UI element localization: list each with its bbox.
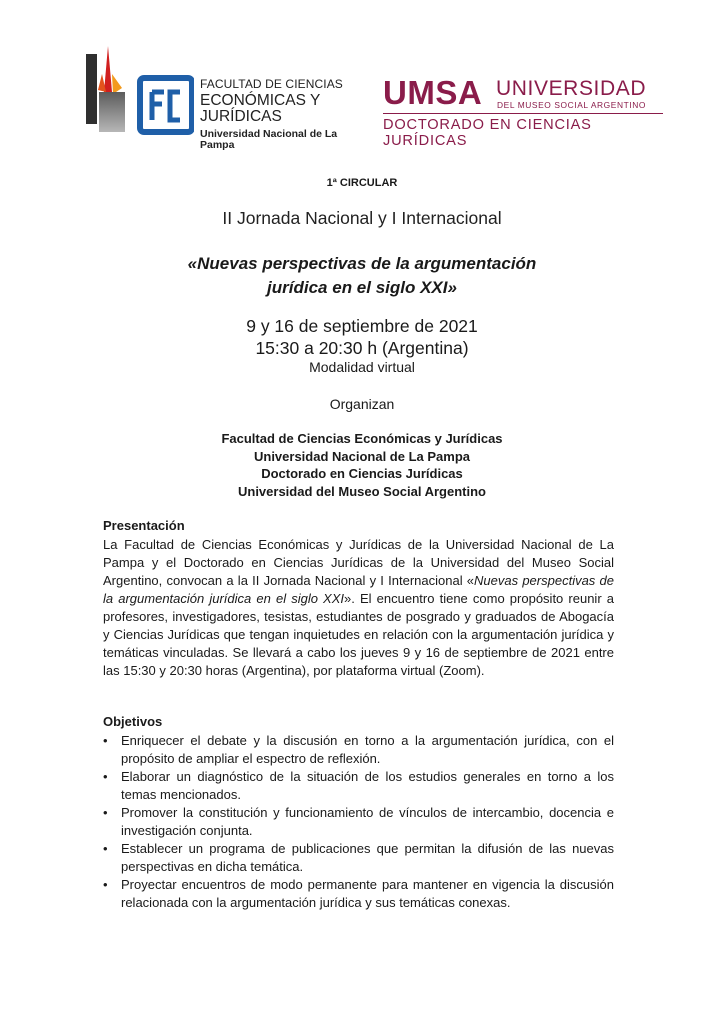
- circular-label: 1ª CIRCULAR: [326, 177, 398, 189]
- organizers-label: Organizan: [329, 396, 395, 412]
- event-hours: 15:30 a 20:30 h (Argentina): [255, 338, 469, 358]
- list-item: • Proyectar encuentros de modo permanente para mantener en vigencia la discusión relacionada con la argumentación jurídica y sus temáticas conexas.: [103, 876, 614, 912]
- event-date-time: [0, 315, 724, 359]
- fce-line-2: ECONÓMICAS Y JURÍDICAS: [200, 92, 321, 125]
- organizers-list: [0, 430, 724, 500]
- organizer-item: Facultad de Ciencias Económicas y Jurídicas: [221, 431, 503, 446]
- umsa-universidad: UNIVERSIDAD: [496, 77, 647, 100]
- event-dates: 9 y 16 de septiembre de 2021: [246, 316, 478, 336]
- presentacion-paragraph: [103, 536, 614, 680]
- fce-line-1: FACULTAD DE CIENCIAS: [200, 77, 343, 91]
- event-modality: Modalidad virtual: [309, 359, 415, 375]
- fce-logo-text: [200, 78, 372, 150]
- presentacion-text-a: La Facultad de Ciencias Económicas y Jurídicas de la Universidad Nacional de La Pampa y el Doctorado en Ciencias Jurídicas de la Universidad del Museo Social Argentino, convocan a la II Jornada Nacional y I Internacional «: [103, 537, 614, 588]
- umsa-museo: DEL MUSEO SOCIAL ARGENTINO: [497, 100, 647, 110]
- organizer-item: Universidad del Museo Social Argentino: [237, 483, 486, 499]
- umsa-acronym: UMSA: [383, 74, 483, 111]
- objetivos-heading: Objetivos: [103, 714, 163, 729]
- umsa-logo-top: [383, 76, 665, 110]
- event-theme: [0, 252, 724, 300]
- organizer-item: Doctorado en Ciencias Jurídicas: [261, 466, 463, 481]
- organizer-item: Universidad Nacional de La Pampa: [253, 448, 471, 464]
- theme-line-2: jurídica en el siglo XXI»: [267, 278, 457, 297]
- list-item: • Elaborar un diagnóstico de la situación de los estudios generales en torno a los temas mencionados.: [103, 768, 614, 804]
- list-item: • Enriquecer el debate y la discusión en torno a la argumentación jurídica, con el propósito de ampliar el espectro de reflexión.: [103, 732, 614, 768]
- umsa-divider: [383, 113, 663, 114]
- list-item: • Establecer un programa de publicaciones que permitan la difusión de las nuevas perspectivas en dicha temática.: [103, 840, 614, 876]
- presentacion-text-italic: Nuevas perspectivas de la argumentación jurídica en el siglo XXI: [103, 573, 614, 606]
- objetivos-list: [103, 732, 614, 912]
- umsa-logo: [383, 74, 665, 149]
- list-item: • Promover la constitución y funcionamiento de vínculos de intercambio, docencia e investigación conjunta.: [103, 804, 614, 840]
- presentacion-heading: Presentación: [103, 518, 185, 533]
- fce-line-3: Universidad Nacional de La Pampa: [200, 128, 338, 151]
- umsa-doctorado: DOCTORADO EN CIENCIAS JURÍDICAS: [383, 117, 592, 149]
- presentacion-text-b: ». El encuentro tiene como propósito reunir a profesores, investigadores, tesistas, estudiantes de posgrado y graduados de Abogacía y Ciencias Jurídicas que tengan inquietudes en relación con la argumentación jurídica y temáticas vinculadas. Se llevará a cabo los jueves 9 y 16 de septiembre de 2021 entre las 15:30 y 20:30 horas (Argentina), por plataforma virtual (Zoom).: [103, 591, 614, 678]
- fce-logo: [82, 44, 372, 151]
- fce-emblem-icon: [82, 44, 194, 136]
- jornada-title: II Jornada Nacional y I Internacional: [222, 208, 502, 228]
- theme-line-1: «Nuevas perspectivas de la argumentación: [187, 254, 537, 273]
